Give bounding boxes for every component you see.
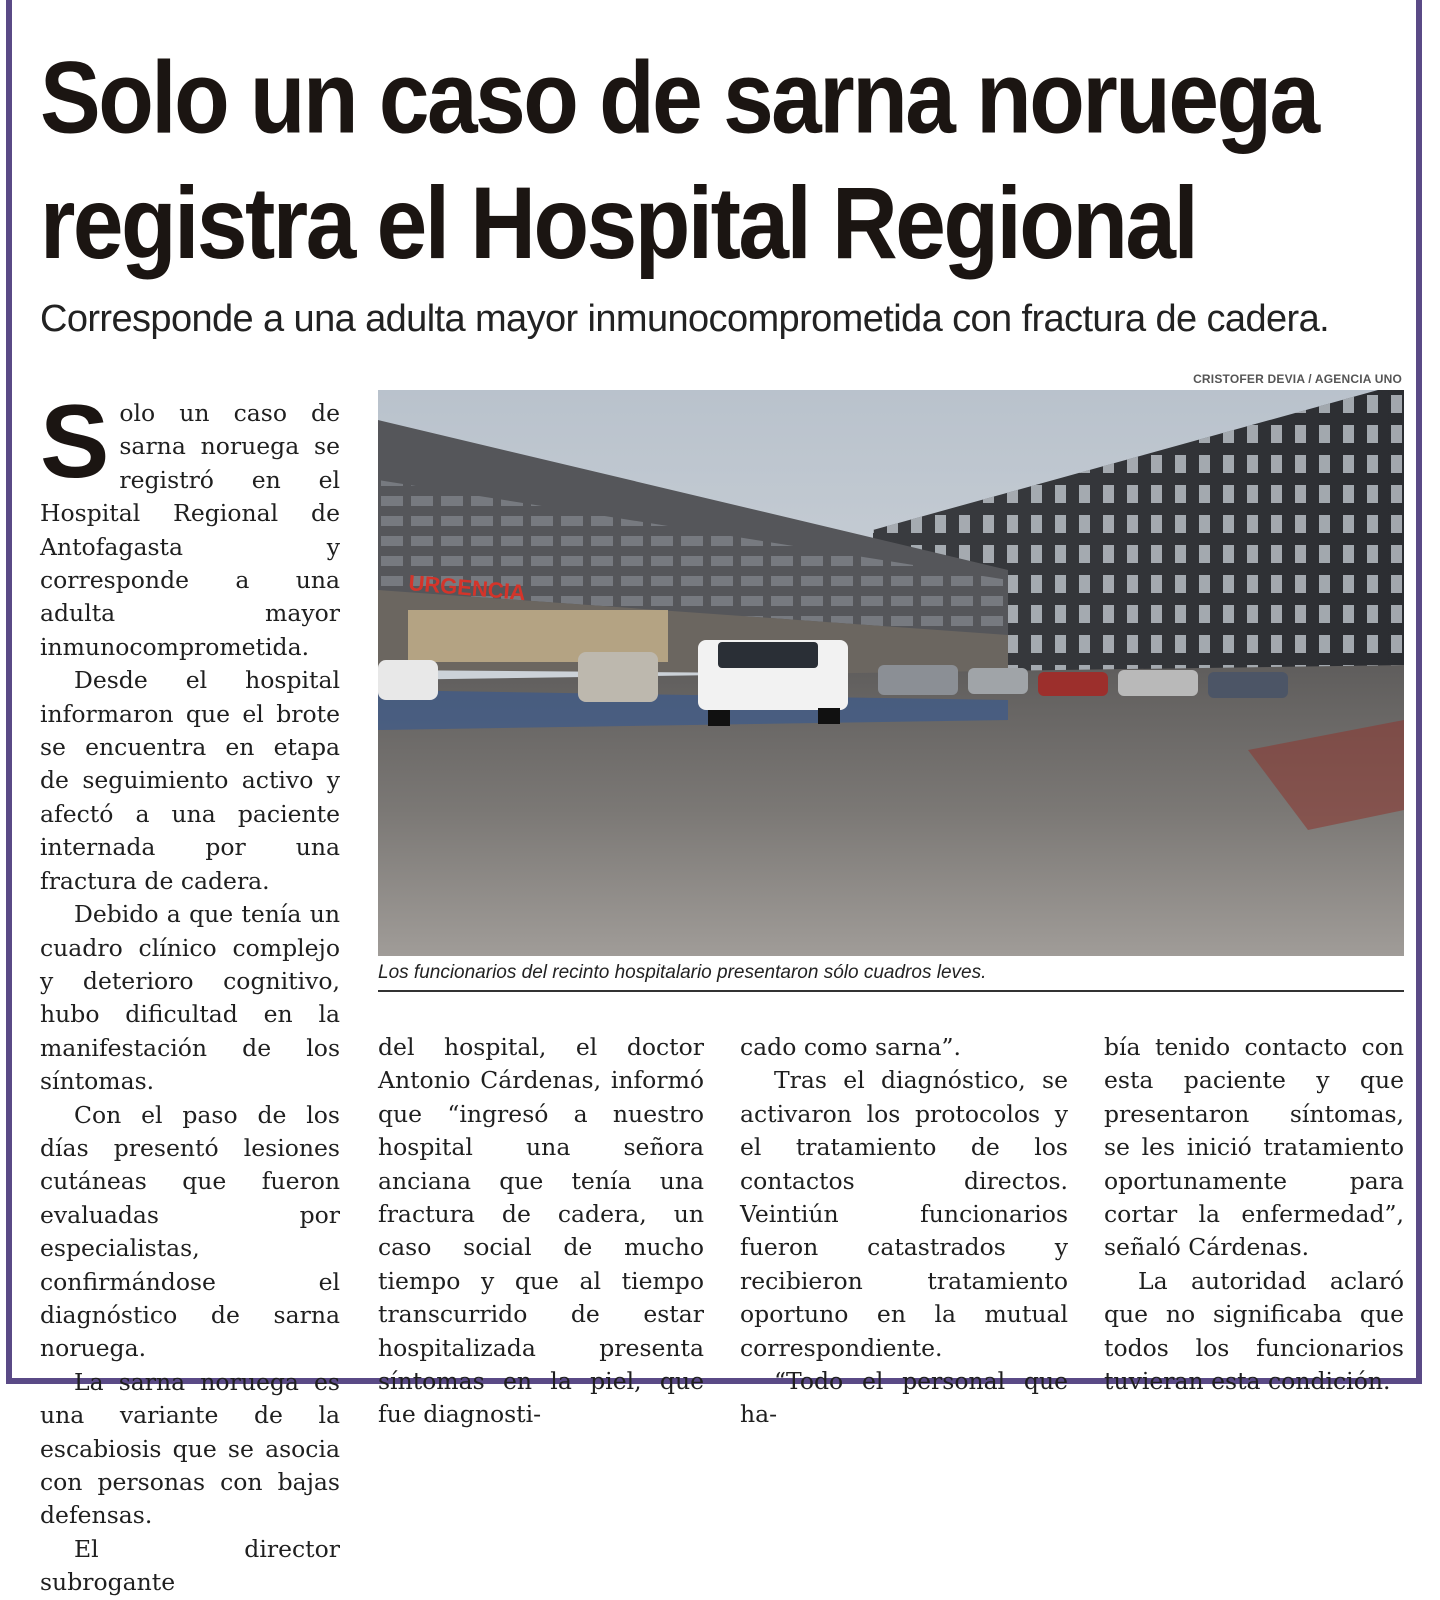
hospital-photo-illustration: [378, 390, 1404, 956]
article-column-2: [378, 1031, 704, 1432]
paragraph: Con el paso de los días presentó lesiones cutáneas que fueron evaluadas por especialistas, confirmándose el diagnóstico de sarna noruega.: [40, 1100, 340, 1363]
paragraph: olo un caso de sarna noruega se registró en el Hospital Regional de Antofagasta y corresponde a una adulta mayor inmunocomprometida.: [40, 399, 340, 661]
paragraph: Debido a que tenía un cuadro clínico complejo y deterioro cognitivo, hubo dificultad en la manifestación de los síntomas.: [40, 900, 340, 1096]
article-column-1: [40, 384, 340, 1600]
article-column-4: [1104, 1031, 1404, 1398]
subheadline: Corresponde a una adulta mayor inmunocomprometida con fractura de cadera.: [40, 298, 1330, 340]
article-column-3: [740, 1031, 1068, 1432]
paragraph: del hospital, el doctor Antonio Cárdenas, informó que “ingresó a nuestro hospital una señora anciana que tenía una fractura de cadera, un caso social de mucho tiempo y que al tiempo transcurrido de estar hospitalizada presenta síntomas en la piel, que fue diagnosti-: [378, 1033, 704, 1429]
paragraph: Tras el diagnóstico, se activaron los protocolos y el tratamiento de los contactos directos. Veintiún funcionarios fueron catastrados y recibieron tratamiento oportuno en la mutual correspondiente.: [740, 1066, 1068, 1362]
caption-divider: [378, 990, 1404, 992]
paragraph: El director subrogante: [40, 1534, 340, 1597]
headline: Solo un caso de sarna noruega registra el Hospital Regional: [40, 41, 1318, 281]
hospital-photo: [378, 390, 1404, 956]
paragraph: La sarna noruega es una variante de la escabiosis que se asocia con personas con bajas defensas.: [40, 1367, 340, 1530]
photo-urgencia-sign: URGENCIA: [407, 570, 527, 606]
paragraph: La autoridad aclaró que no significaba que todos los funcionarios tuvieran esta condición.: [1104, 1266, 1404, 1396]
photo-credit: CRISTOFER DEVIA / AGENCIA UNO: [1193, 372, 1402, 386]
paragraph: bía tenido contacto con esta paciente y que presentaron síntomas, se les inició tratamiento oportunamente para cortar la enfermedad”, señaló Cárdenas.: [1104, 1033, 1404, 1262]
paragraph: cado como sarna”.: [740, 1033, 961, 1061]
photo-caption: Los funcionarios del recinto hospitalario presentaron sólo cuadros leves.: [378, 962, 987, 983]
paragraph: Desde el hospital informaron que el brote se encuentra en etapa de seguimiento activo y afectó a una paciente internada por una fractura de cadera.: [40, 666, 340, 895]
drop-cap: S: [40, 384, 110, 500]
paragraph: “Todo el personal que ha-: [740, 1367, 1068, 1429]
